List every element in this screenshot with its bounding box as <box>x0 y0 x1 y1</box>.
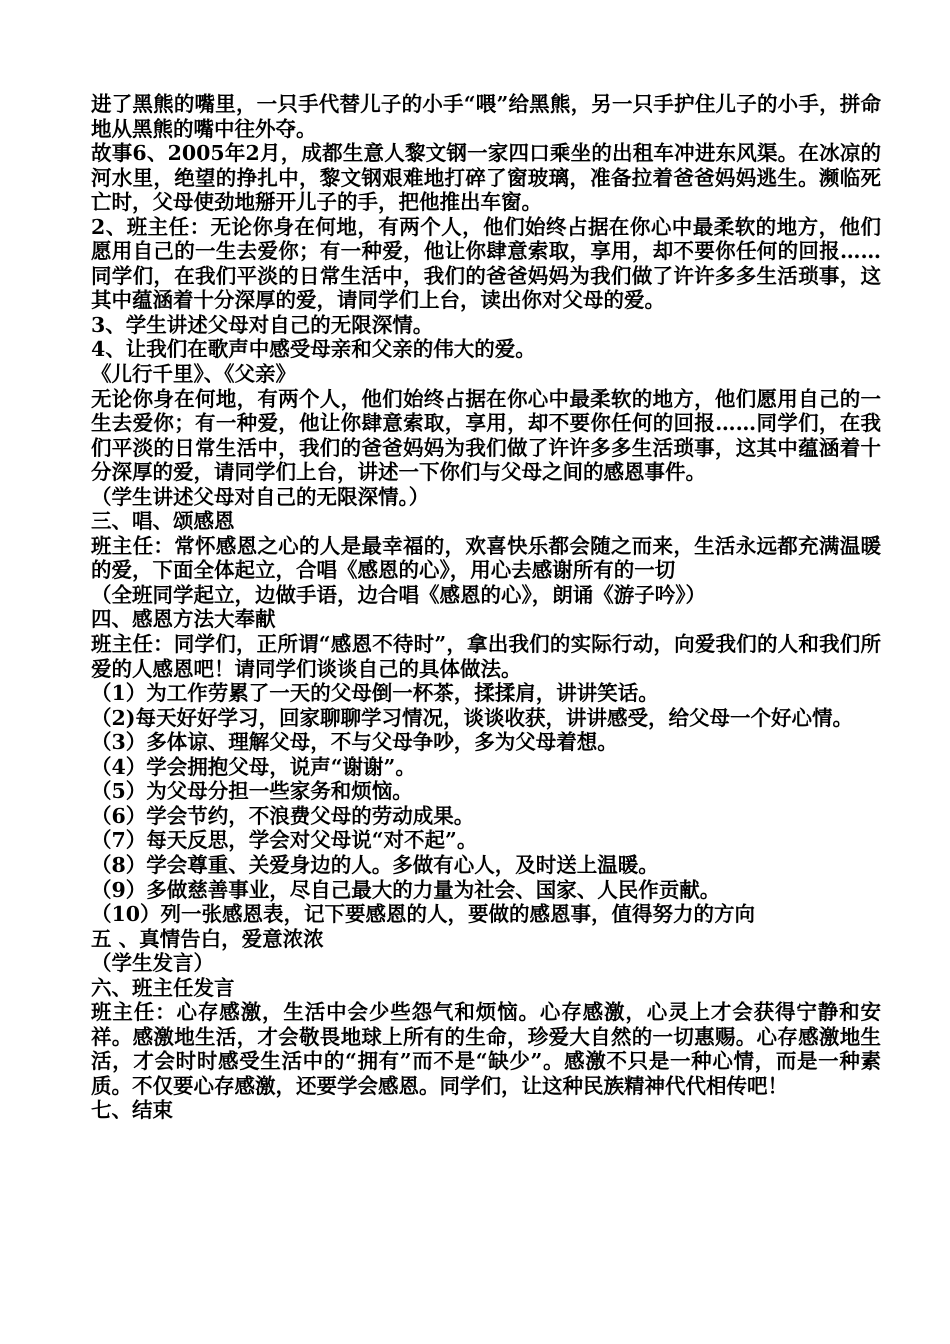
list-item-6: （6）学会节约，不浪费父母的劳动成果。 <box>91 803 475 828</box>
list-item-8: （8）学会尊重、关爱身边的人。多做有心人，及时送上温暖。 <box>91 852 659 877</box>
paragraph-narration: 无论你身在何地，有两个人，他们始终占据在你心中最柔软的地方，他们愿用自己的一生去爱你；有一种爱，他让你肆意索取，享用，却不要你任何的回报……同学们，在我们平淡的日常生活中，我们的爸爸妈妈为我们做了许许多多生活琐事，这其中蕴涵着十分深厚的爱，请同学们上台，讲述一下你们与父母之间的感恩事件。 <box>91 386 881 485</box>
paragraph-teacher-speech-3: 班主任：常怀感恩之心的人是最幸福的，欢喜快乐都会随之而来，生活永远都充满温暖的爱，下面全体起立，合唱《感恩的心》，用心去感谢所有的一切 <box>91 533 881 583</box>
paragraph-item-3: 3、学生讲述父母对自己的无限深情。 <box>91 312 434 337</box>
paragraph-student-speech: （学生发言） <box>91 951 214 976</box>
list-item-3: （3）多体谅、理解父母，不与父母争吵，多为父母着想。 <box>91 730 618 755</box>
paragraph-teacher-speech-2: 2、班主任：无论你身在何地，有两个人，他们始终占据在你心中最柔软的地方，他们愿用自己的一生去爱你；有一种爱，他让你肆意索取，享用，却不要你任何的回报……同学们，在我们平淡的日常生活中，我们的爸爸妈妈为我们做了许许多多生活琐事，这其中蕴涵着十分深厚的爱，请同学们上台，读出你对父母的爱。 <box>91 214 881 313</box>
paragraph-teacher-speech-4: 班主任：同学们，正所谓“感恩不待时”，拿出我们的实际行动，向爱我们的人和我们所爱的人感恩吧！请同学们谈谈自己的具体做法。 <box>91 632 881 681</box>
list-item-7: （7）每天反思，学会对父母说“对不起”。 <box>91 828 478 853</box>
paragraph-teacher-speech-6: 班主任：心存感激，生活中会少些怨气和烦恼。心存感激，心灵上才会获得宁静和安祥。感激地生活，才会敬畏地球上所有的生命，珍爱大自然的一切惠赐。心存感激地生活，才会时时感受生活中的“拥有”而不是“缺少”。感激不只是一种心情，而是一种素质。不仅要心存感激，还要学会感恩。同学们，让这种民族精神代代相传吧！ <box>91 1000 881 1098</box>
list-item-5: （5）为父母分担一些家务和烦恼。 <box>91 779 413 804</box>
list-item-4: （4）学会拥抱父母，说声“谢谢”。 <box>91 754 416 779</box>
paragraph-song-titles: 《儿行千里》、《父亲》 <box>91 362 296 387</box>
paragraph-student-note: （学生讲述父母对自己的无限深情。） <box>91 484 430 509</box>
paragraph-story6: 故事6、2005年2月，成都生意人黎文钢一家四口乘坐的出租车冲进东风渠。在冰凉的河水里，绝望的挣扎中，黎文钢艰难地打碎了窗玻璃，准备拉着爸爸妈妈逃生。濒临死亡时，父母使劲地掰开儿子的手，把他推出车窗。 <box>91 141 881 215</box>
section-heading-7: 七、结束 <box>91 1098 173 1123</box>
section-heading-3: 三、唱、颂感恩 <box>91 509 235 534</box>
paragraph-class-action: （全班同学起立，边做手语，边合唱《感恩的心》，朗诵《游子吟》） <box>91 582 706 607</box>
document-page <box>91 92 881 1123</box>
paragraph-story5-end: 进了黑熊的嘴里，一只手代替儿子的小手“喂”给黑熊，另一只手护住儿子的小手，拼命地从黑熊的嘴中往外夺。 <box>91 92 881 141</box>
section-heading-4: 四、感恩方法大奉献 <box>91 607 276 632</box>
list-item-10: （10）列一张感恩表，记下要感恩的人，要做的感恩事，值得努力的方向 <box>91 902 756 927</box>
list-item-1: （1）为工作劳累了一天的父母倒一杯茶，揉揉肩，讲讲笑话。 <box>91 681 659 706</box>
list-item-9: （9）多做慈善事业，尽自己最大的力量为社会、国家、人民作贡献。 <box>91 877 721 902</box>
section-heading-5: 五 、真情告白，爱意浓浓 <box>91 926 324 951</box>
section-heading-6: 六、班主任发言 <box>91 975 235 1000</box>
list-item-2: （2)每天好好学习，回家聊聊学习情况，谈谈收获，讲讲感受，给父母一个好心情。 <box>91 705 853 730</box>
paragraph-item-4: 4、让我们在歌声中感受母亲和父亲的伟大的爱。 <box>91 337 536 362</box>
